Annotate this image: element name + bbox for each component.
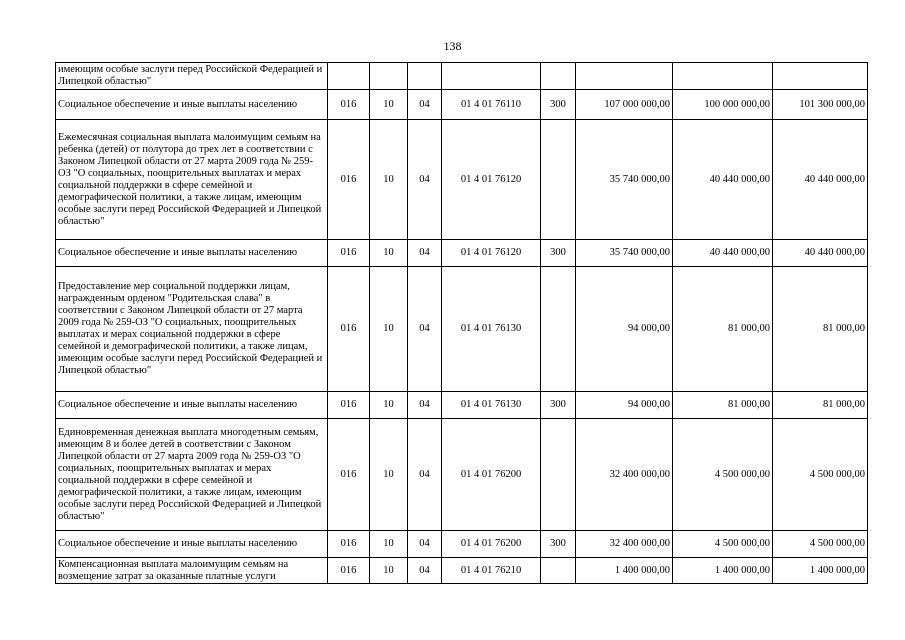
cell-subsection-code xyxy=(408,63,442,90)
cell-subsection-code: 04 xyxy=(408,90,442,120)
cell-subsection-code: 04 xyxy=(408,267,442,392)
table-row xyxy=(56,558,868,584)
cell-department-code: 016 xyxy=(328,267,370,392)
cell-expense-type xyxy=(541,120,576,240)
cell-amount-year-2: 81 000,00 xyxy=(673,392,773,419)
cell-amount-year-1: 35 740 000,00 xyxy=(576,120,673,240)
cell-subsection-code: 04 xyxy=(408,120,442,240)
cell-amount-year-1: 32 400 000,00 xyxy=(576,531,673,558)
cell-subsection-code: 04 xyxy=(408,392,442,419)
cell-amount-year-1: 94 000,00 xyxy=(576,392,673,419)
cell-description: Социальное обеспечение и иные выплаты населению xyxy=(56,392,328,419)
cell-amount-year-1: 1 400 000,00 xyxy=(576,558,673,584)
table-row xyxy=(56,63,868,90)
cell-target-article: 01 4 01 76120 xyxy=(442,120,541,240)
cell-section-code xyxy=(370,63,408,90)
cell-amount-year-2: 1 400 000,00 xyxy=(673,558,773,584)
cell-section-code: 10 xyxy=(370,558,408,584)
cell-expense-type: 300 xyxy=(541,90,576,120)
cell-amount-year-2 xyxy=(673,63,773,90)
cell-department-code: 016 xyxy=(328,240,370,267)
cell-amount-year-1: 32 400 000,00 xyxy=(576,419,673,531)
page-number: 138 xyxy=(443,39,462,53)
cell-amount-year-1: 94 000,00 xyxy=(576,267,673,392)
cell-section-code: 10 xyxy=(370,240,408,267)
cell-amount-year-3: 1 400 000,00 xyxy=(773,558,868,584)
cell-expense-type: 300 xyxy=(541,240,576,267)
cell-amount-year-3: 101 300 000,00 xyxy=(773,90,868,120)
cell-subsection-code: 04 xyxy=(408,419,442,531)
cell-expense-type: 300 xyxy=(541,531,576,558)
cell-amount-year-2: 4 500 000,00 xyxy=(673,531,773,558)
cell-expense-type xyxy=(541,63,576,90)
cell-amount-year-3: 81 000,00 xyxy=(773,392,868,419)
cell-section-code: 10 xyxy=(370,267,408,392)
cell-amount-year-2: 40 440 000,00 xyxy=(673,240,773,267)
cell-section-code: 10 xyxy=(370,392,408,419)
cell-section-code: 10 xyxy=(370,120,408,240)
cell-target-article: 01 4 01 76130 xyxy=(442,392,541,419)
cell-amount-year-3: 40 440 000,00 xyxy=(773,120,868,240)
cell-amount-year-1: 107 000 000,00 xyxy=(576,90,673,120)
cell-target-article xyxy=(442,63,541,90)
cell-description: Социальное обеспечение и иные выплаты населению xyxy=(56,90,328,120)
cell-expense-type xyxy=(541,267,576,392)
cell-target-article: 01 4 01 76130 xyxy=(442,267,541,392)
cell-target-article: 01 4 01 76210 xyxy=(442,558,541,584)
cell-description: Социальное обеспечение и иные выплаты населению xyxy=(56,240,328,267)
cell-department-code: 016 xyxy=(328,392,370,419)
cell-amount-year-3: 4 500 000,00 xyxy=(773,419,868,531)
cell-target-article: 01 4 01 76200 xyxy=(442,531,541,558)
cell-expense-type: 300 xyxy=(541,392,576,419)
table-row xyxy=(56,120,868,240)
cell-amount-year-3: 81 000,00 xyxy=(773,267,868,392)
cell-expense-type xyxy=(541,558,576,584)
cell-expense-type xyxy=(541,419,576,531)
cell-section-code: 10 xyxy=(370,531,408,558)
cell-department-code xyxy=(328,63,370,90)
cell-target-article: 01 4 01 76120 xyxy=(442,240,541,267)
cell-amount-year-2: 100 000 000,00 xyxy=(673,90,773,120)
table-row xyxy=(56,267,868,392)
cell-target-article: 01 4 01 76110 xyxy=(442,90,541,120)
table-row xyxy=(56,90,868,120)
cell-description: Предоставление мер социальной поддержки лицам, награжденным орденом "Родительская слава" в соответствии с Законом Липецкой области от 27 марта 2009 года № 259-ОЗ "О социальных, поощрительных выплатах и мерах социальной поддержки в сфере семейной и демографической политики, а также лицам, имеющим особые заслуги перед Российской Федерацией и Липецкой областью" xyxy=(56,267,328,392)
cell-description: Компенсационная выплата малоимущим семьям на возмещение затрат за оказанные платные услуги xyxy=(56,558,328,584)
table-row xyxy=(56,240,868,267)
cell-subsection-code: 04 xyxy=(408,240,442,267)
cell-description: Ежемесячная социальная выплата малоимущим семьям на ребенка (детей) от полутора до трех лет в соответствии с Законом Липецкой области от 27 марта 2009 года № 259-ОЗ "О социальных, поощрительных выплатах и мерах социальной поддержки в сфере семейной и демографической политики, а также лицам, имеющим особые заслуги перед Российской Федерацией и Липецкой областью" xyxy=(56,120,328,240)
cell-description: Социальное обеспечение и иные выплаты населению xyxy=(56,531,328,558)
cell-amount-year-1: 35 740 000,00 xyxy=(576,240,673,267)
cell-amount-year-3 xyxy=(773,63,868,90)
table-row xyxy=(56,531,868,558)
cell-amount-year-1 xyxy=(576,63,673,90)
cell-subsection-code: 04 xyxy=(408,558,442,584)
cell-section-code: 10 xyxy=(370,90,408,120)
cell-department-code: 016 xyxy=(328,531,370,558)
cell-department-code: 016 xyxy=(328,90,370,120)
table-row xyxy=(56,419,868,531)
cell-department-code: 016 xyxy=(328,419,370,531)
cell-description: Единовременная денежная выплата многодетным семьям, имеющим 8 и более детей в соответствии с Законом Липецкой области от 27 марта 2009 года № 259-ОЗ "О социальных, поощрительных выплатах и мерах социальной поддержки в сфере семейной и демографической политики, а также лицам, имеющим особые заслуги перед Российской Федерацией и Липецкой областью" xyxy=(56,419,328,531)
cell-amount-year-2: 40 440 000,00 xyxy=(673,120,773,240)
cell-department-code: 016 xyxy=(328,120,370,240)
cell-amount-year-3: 4 500 000,00 xyxy=(773,531,868,558)
cell-department-code: 016 xyxy=(328,558,370,584)
cell-target-article: 01 4 01 76200 xyxy=(442,419,541,531)
cell-amount-year-2: 81 000,00 xyxy=(673,267,773,392)
cell-amount-year-2: 4 500 000,00 xyxy=(673,419,773,531)
table-row xyxy=(56,392,868,419)
cell-amount-year-3: 40 440 000,00 xyxy=(773,240,868,267)
cell-description: имеющим особые заслуги перед Российской Федерацией и Липецкой областью" xyxy=(56,63,328,90)
budget-table xyxy=(55,62,868,584)
cell-subsection-code: 04 xyxy=(408,531,442,558)
cell-section-code: 10 xyxy=(370,419,408,531)
